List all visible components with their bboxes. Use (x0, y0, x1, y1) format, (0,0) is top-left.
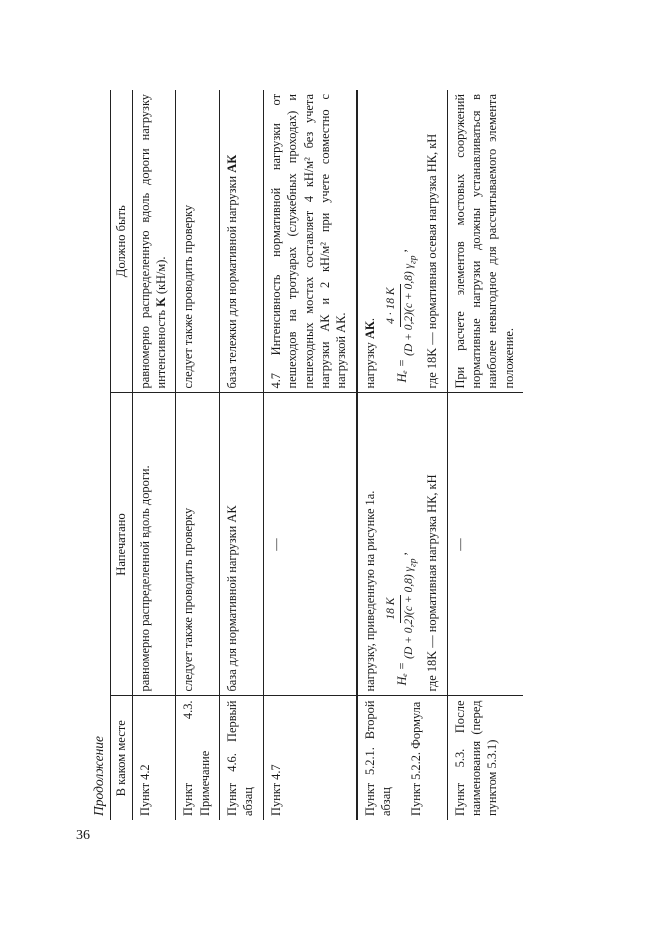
cell-printed: — (447, 393, 523, 696)
cell-place: Пункт 4.7 (268, 764, 283, 816)
cell-printed: следует также проводить проверку (176, 393, 220, 696)
header-place: В каком месте (111, 696, 133, 820)
table-row (176, 90, 220, 820)
rotated-table-area (90, 90, 580, 820)
cell-place: Пункт 4.2 (132, 696, 176, 820)
cell-should-be: следует также проводить проверку (176, 90, 220, 393)
page-number: 36 (76, 828, 90, 843)
cell-printed: нагрузку, приведенную на рисунке 1а. Hₑ = 18 K (D + 0,2)(c + 0,8) $\gamma_{гр}$ , где 18K — нормативная нагрузка НК, кН (357, 393, 447, 696)
table-row (220, 90, 264, 820)
cell-printed: — (263, 393, 356, 696)
cell-should-be: база тележки для нормативной нагрузки АК (220, 90, 264, 393)
table-row (263, 90, 356, 820)
cell-should-be: равномерно распределенную вдоль дороги нагрузку интенсивность K (кН/м). (132, 90, 176, 393)
header-should-be: Должно быть (111, 90, 133, 393)
table-row (357, 90, 447, 820)
cell-printed: база для нормативной нагрузки АК (220, 393, 264, 696)
table-row (447, 90, 523, 820)
cell-place: Пункт 5.2.1. Второй абзац Пункт 5.2.2. Формула (357, 696, 447, 820)
corrected-formula: Hₑ = 4 · 18 K (D + 0,2)(c + 0,8) $\gamma_{гр}$ , (385, 249, 419, 383)
table-row (132, 90, 176, 820)
cell-printed: равномерно распределенной вдоль дороги. (132, 393, 176, 696)
header-printed: Напечатано (111, 393, 133, 696)
cell-place: Пункт 4.6. Первый абзац (220, 696, 264, 820)
table-caption: Продолжение (91, 735, 106, 816)
errata-table (110, 90, 523, 820)
table-header-row (111, 90, 133, 820)
cell-place: Пункт 5.3. После наименования (перед пунктом 5.3.1) (452, 700, 500, 816)
cell-place: Пункт 4.3. Примечание (176, 696, 220, 820)
printed-formula: Hₑ = 18 K (D + 0,2)(c + 0,8) $\gamma_{гр}$ , (385, 552, 419, 686)
cell-should-be: При расчете элементов мостовых сооружений нормативные нагрузки должны устанавливаться в наиболее невыгодное для рассчитываемого элемента положение. (447, 90, 523, 393)
cell-should-be: нагрузку АК. Hₑ = 4 · 18 K (D + 0,2)(c + 0,8) $\gamma_{гр}$ , где 18K — нормативная осевая нагрузка НК, кН (357, 90, 447, 393)
cell-should-be: 4.7 Интенсивность нормативной нагрузки от пешеходов на тротуарах (служебных проходах) и пешеходных мостах составляет 4 кН/м² без учета нагрузки АК и 2 кН/м² при учете совместно с нагрузкой АК. (263, 90, 356, 393)
